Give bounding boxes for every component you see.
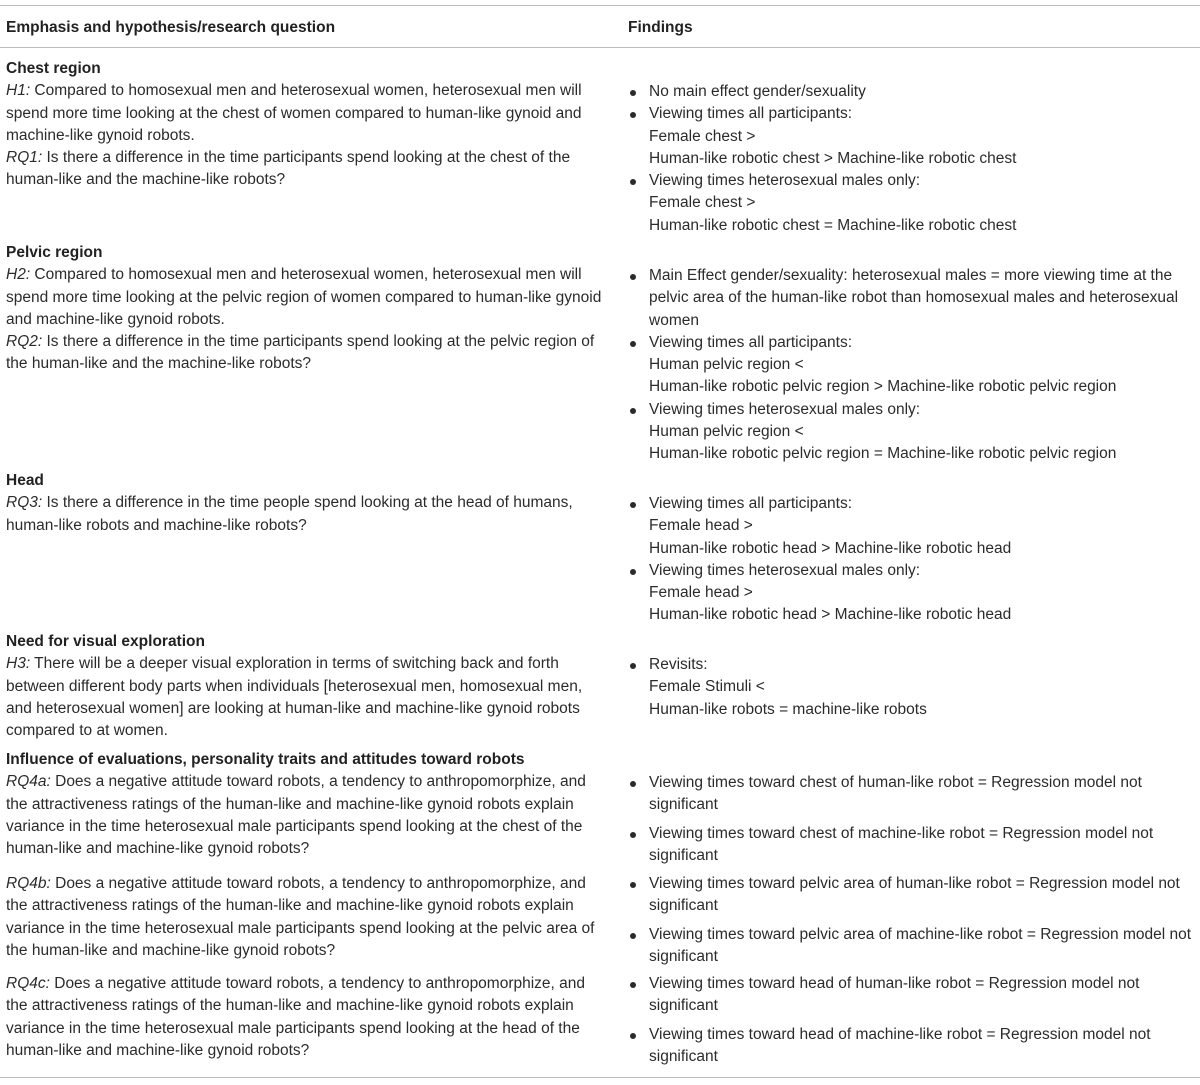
section-pelvic-region [6, 242, 606, 376]
research-question-rq1: RQ1: Is there a difference in the time participants spend looking at the chest of the human-like and the machine-like robots? [6, 149, 571, 189]
research-question-rq3: RQ3: Is there a difference in the time people spend looking at the head of humans, human-like robots and machine-like robots? [6, 494, 573, 534]
hypothesis-h2: H2: Compared to homosexual men and heterosexual women, heterosexual men will spend more time looking at the pelvic region of women compared to human-like gynoid and machine-like gynoid robots. [6, 266, 602, 328]
finding-item: Viewing times all participants: Female head > Human-like robotic head > Machine-like robotic head [628, 493, 1198, 560]
finding-item: Viewing times heterosexual males only: Female head > Human-like robotic head > Machine-like robotic head [628, 560, 1198, 627]
bullet-icon [630, 341, 636, 347]
research-question-rq4a: RQ4a: Does a negative attitude toward robots, a tendency to anthropomorphize, and the attractiveness ratings of the human-like and machine-like gynoid robots explain variance in the time heterosexual male participants spend looking at the chest of the human-like and machine-like gynoid robots? [6, 773, 586, 858]
column-header-emphasis: Emphasis and hypothesis/research question [6, 19, 336, 36]
bullet-icon [630, 882, 636, 888]
bullet-icon [630, 274, 636, 280]
finding-item: No main effect gender/sexuality [628, 81, 1198, 103]
findings-chest-region [628, 81, 1198, 237]
bullet-icon [630, 781, 636, 787]
findings-pelvic-region [628, 265, 1198, 466]
research-question-rq2: RQ2: Is there a difference in the time participants spend looking at the pelvic region of the human-like and the machine-like robots? [6, 333, 595, 373]
bullet-icon [630, 90, 636, 96]
research-question-rq4c: RQ4c: Does a negative attitude toward robots, a tendency to anthropomorphize, and the attractiveness ratings of the human-like and machine-like gynoid robots explain variance in the time heterosexual male participants spend looking at the head of the human-like and machine-like gynoid robots? [6, 975, 586, 1059]
bullet-icon [630, 179, 636, 185]
finding-item: Viewing times toward head of machine-like robot = Regression model not significant [628, 1024, 1198, 1069]
finding-item: Viewing times toward pelvic area of human-like robot = Regression model not significant [628, 873, 1198, 918]
finding-item: Viewing times all participants: Female chest > Human-like robotic chest > Machine-like robotic chest [628, 103, 1198, 170]
column-header-findings: Findings [628, 19, 693, 36]
research-question-rq4b: RQ4b: Does a negative attitude toward robots, a tendency to anthropomorphize, and the attractiveness ratings of the human-like and machine-like gynoid robots explain variance in the time heterosexual male participants spend looking at the pelvic area of the human-like and machine-like gynoid robots? [6, 875, 595, 959]
finding-item: Viewing times toward chest of human-like robot = Regression model not significant [628, 772, 1198, 817]
header-rule [0, 47, 1200, 48]
section-influence-of-evaluations [6, 749, 606, 860]
table-bottom-rule [0, 1077, 1200, 1078]
bullet-icon [630, 832, 636, 838]
findings-head [628, 493, 1198, 627]
section-title: Need for visual exploration [6, 633, 205, 650]
section-head [6, 470, 606, 537]
finding-item: Viewing times heterosexual males only: Female chest > Human-like robotic chest = Machine-like robotic chest [628, 170, 1198, 237]
bullet-icon [630, 982, 636, 988]
finding-item: Viewing times heterosexual males only: Human pelvic region < Human-like robotic pelvic region = Machine-like robotic pelvic region [628, 399, 1198, 466]
bullet-icon [630, 502, 636, 508]
findings-rq4a [628, 772, 1198, 867]
section-rq4c [6, 973, 606, 1062]
hypothesis-h3: H3: There will be a deeper visual exploration in terms of switching back and forth between different body parts when individuals [heterosexual men, homosexual men, and heterosexual women] are looking at human-like and machine-like gynoid robots compared to at women. [6, 655, 583, 740]
finding-item: Viewing times toward pelvic area of machine-like robot = Regression model not significant [628, 924, 1198, 969]
section-visual-exploration [6, 631, 606, 742]
bullet-icon [630, 112, 636, 118]
bullet-icon [630, 408, 636, 414]
findings-rq4c [628, 973, 1198, 1068]
section-rq4b [6, 873, 606, 962]
bullet-icon [630, 569, 636, 575]
section-title: Head [6, 472, 44, 489]
section-title: Influence of evaluations, personality traits and attitudes toward robots [6, 751, 525, 768]
table-top-rule [0, 5, 1200, 6]
bullet-icon [630, 663, 636, 669]
finding-item: Main Effect gender/sexuality: heterosexual males = more viewing time at the pelvic area of the human-like robot than homosexual males and heterosexual women [628, 265, 1198, 332]
finding-item: Viewing times all participants: Human pelvic region < Human-like robotic pelvic region > Machine-like robotic pelvic region [628, 332, 1198, 399]
bullet-icon [630, 1033, 636, 1039]
section-title: Chest region [6, 60, 101, 77]
finding-item: Viewing times toward head of human-like robot = Regression model not significant [628, 973, 1198, 1018]
section-title: Pelvic region [6, 244, 103, 261]
findings-visual-exploration [628, 654, 1198, 721]
finding-item: Revisits: Female Stimuli < Human-like robots = machine-like robots [628, 654, 1198, 721]
hypothesis-h1: H1: Compared to homosexual men and heterosexual women, heterosexual men will spend more time looking at the chest of women compared to human-like gynoid and machine-like gynoid robots. [6, 82, 582, 144]
section-chest-region [6, 58, 606, 192]
findings-rq4b [628, 873, 1198, 968]
bullet-icon [630, 933, 636, 939]
finding-item: Viewing times toward chest of machine-like robot = Regression model not significant [628, 823, 1198, 868]
